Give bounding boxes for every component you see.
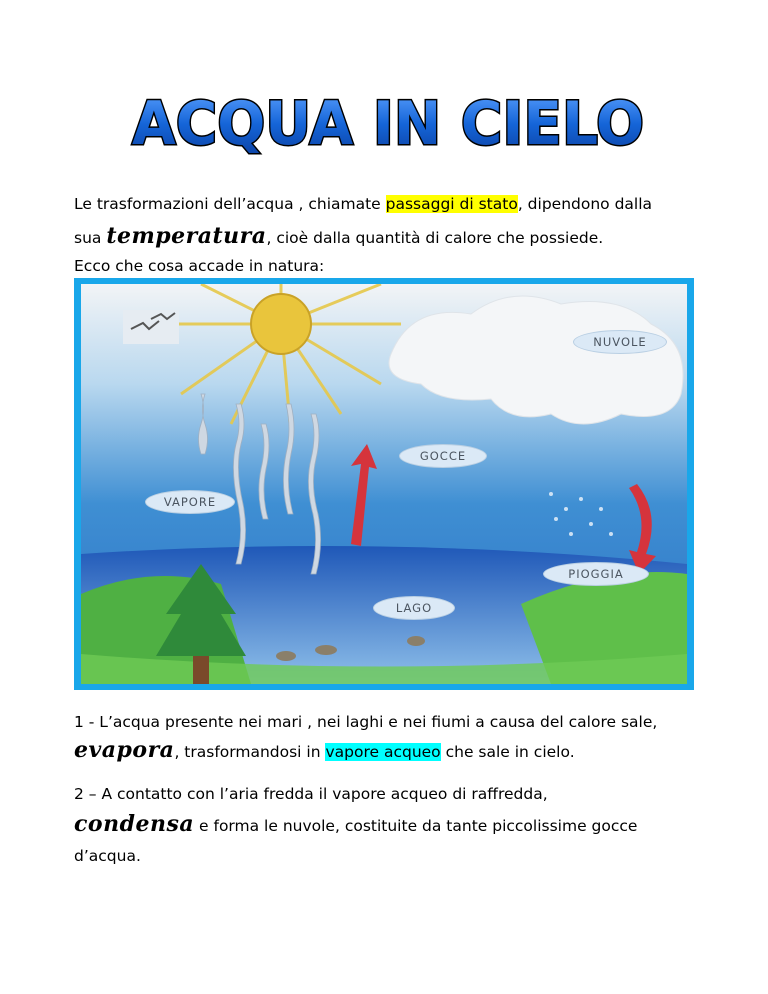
- highlight-passaggi: passaggi di stato: [385, 195, 518, 213]
- keyword-condensa: condensa: [74, 811, 195, 837]
- page-title: [118, 84, 658, 162]
- intro-line-2: [74, 223, 604, 249]
- keyword-temperatura: temperatura: [106, 223, 267, 249]
- water-cycle-poster: [74, 278, 694, 690]
- step2-line-3: d’acqua.: [74, 847, 141, 865]
- intro-line-1: [74, 194, 652, 214]
- label-lago: LAGO: [373, 596, 455, 620]
- intro-text: , cioè dalla quantità di calore che possiede.: [266, 229, 604, 247]
- intro-text: sua: [74, 229, 107, 247]
- step1-line-1: 1 - L’acqua presente nei mari , nei laghi e nei fiumi a causa del calore sale,: [74, 713, 658, 731]
- step2-text: e forma le nuvole, costituite da tante piccolissime gocce: [194, 817, 638, 835]
- intro-text: , dipendono dalla: [517, 195, 653, 213]
- label-vapore: VAPORE: [145, 490, 235, 514]
- step1-text: che sale in cielo.: [440, 743, 575, 761]
- poster-illustration: [81, 284, 687, 684]
- label-gocce: GOCCE: [399, 444, 487, 468]
- step1-text: , trasformandosi in: [174, 743, 326, 761]
- step2-line-2: [74, 811, 638, 837]
- step1-line-2: [74, 737, 575, 763]
- intro-line-3: Ecco che cosa accade in natura:: [74, 257, 325, 275]
- intro-text: Le trasformazioni dell’acqua , chiamate: [74, 195, 386, 213]
- birds-icon: [123, 310, 179, 344]
- label-pioggia: PIOGGIA: [543, 562, 649, 586]
- title-text: ACQUA IN CIELO: [132, 89, 644, 159]
- keyword-evapora: evapora: [74, 737, 175, 763]
- label-nuvole: NUVOLE: [573, 330, 667, 354]
- step2-line-1: 2 – A contatto con l’aria fredda il vapore acqueo di raffredda,: [74, 785, 548, 803]
- highlight-vapore-acqueo: vapore acqueo: [325, 743, 441, 761]
